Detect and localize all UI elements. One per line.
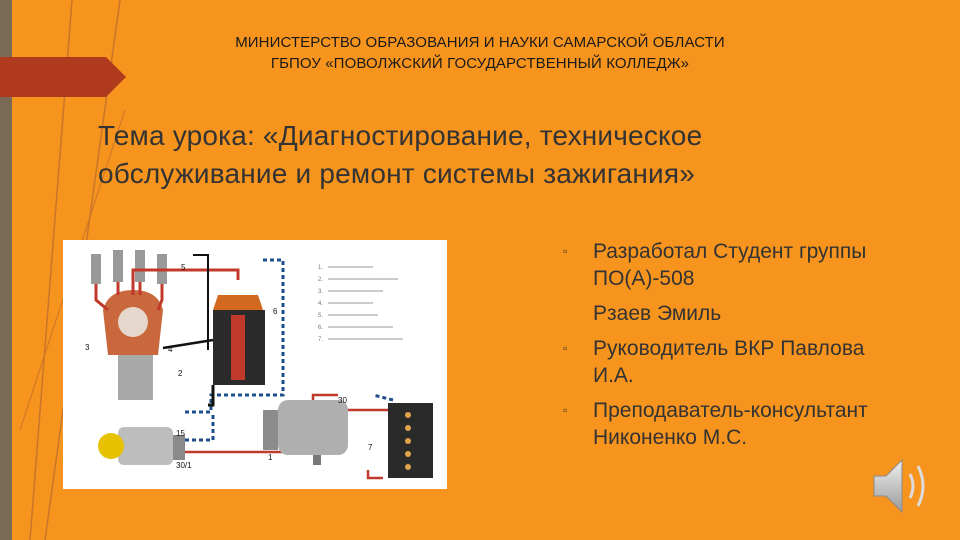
svg-text:3.: 3. xyxy=(318,289,324,295)
bullet-marker: ▫ xyxy=(563,341,568,355)
title-line-2: обслуживание и ремонт системы зажигания» xyxy=(98,158,696,189)
label-30-1: 30/1 xyxy=(176,461,192,470)
ignition-coil xyxy=(213,295,265,385)
title-line-1: Тема урока: «Диагностирование, техническое xyxy=(98,120,703,151)
svg-text:5.: 5. xyxy=(318,313,324,319)
ignition-system-diagram xyxy=(63,240,447,489)
label-5: 5 xyxy=(181,263,186,272)
banner-arrow xyxy=(0,57,128,97)
svg-text:7.: 7. xyxy=(318,337,324,343)
speaker-icon[interactable] xyxy=(868,452,938,522)
list-item: ▫ Руководитель ВКР Павлова И.А. xyxy=(563,337,865,387)
author-list xyxy=(563,238,883,459)
label-3: 3 xyxy=(85,343,90,352)
list-item: ▫ Разработал Студент группы ПО(А)-508 xyxy=(563,240,867,290)
svg-text:6.: 6. xyxy=(318,325,324,331)
list-item: ▫ Преподаватель-консультант Никоненко М.С. xyxy=(563,399,868,449)
label-6: 6 xyxy=(273,307,278,316)
label-1: 1 xyxy=(268,453,273,462)
battery xyxy=(388,403,433,478)
svg-text:2.: 2. xyxy=(318,277,324,283)
generator xyxy=(263,400,348,465)
ignition-switch xyxy=(98,427,185,465)
label-15: 15 xyxy=(176,429,185,438)
bullet-marker: ▫ xyxy=(563,403,568,417)
header-college: ГБПОУ «ПОВОЛЖСКИЙ ГОСУДАРСТВЕННЫЙ КОЛЛЕДЖ» xyxy=(270,55,690,72)
label-30: 30 xyxy=(338,396,347,405)
diagram-legend xyxy=(328,267,403,339)
header-ministry: МИНИСТЕРСТВО ОБРАЗОВАНИЯ И НАУКИ САМАРСКОЙ ОБЛАСТИ xyxy=(235,34,725,51)
label-7: 7 xyxy=(368,443,373,452)
label-4: 4 xyxy=(168,345,173,354)
label-2: 2 xyxy=(178,369,183,378)
spark-plugs xyxy=(91,250,167,284)
bullet-marker: ▫ xyxy=(563,244,568,258)
svg-text:4.: 4. xyxy=(318,301,324,307)
list-item: Рзаев Эмиль xyxy=(593,302,722,325)
svg-text:1.: 1. xyxy=(318,265,324,271)
page-title xyxy=(98,117,858,193)
distributor xyxy=(103,290,163,400)
